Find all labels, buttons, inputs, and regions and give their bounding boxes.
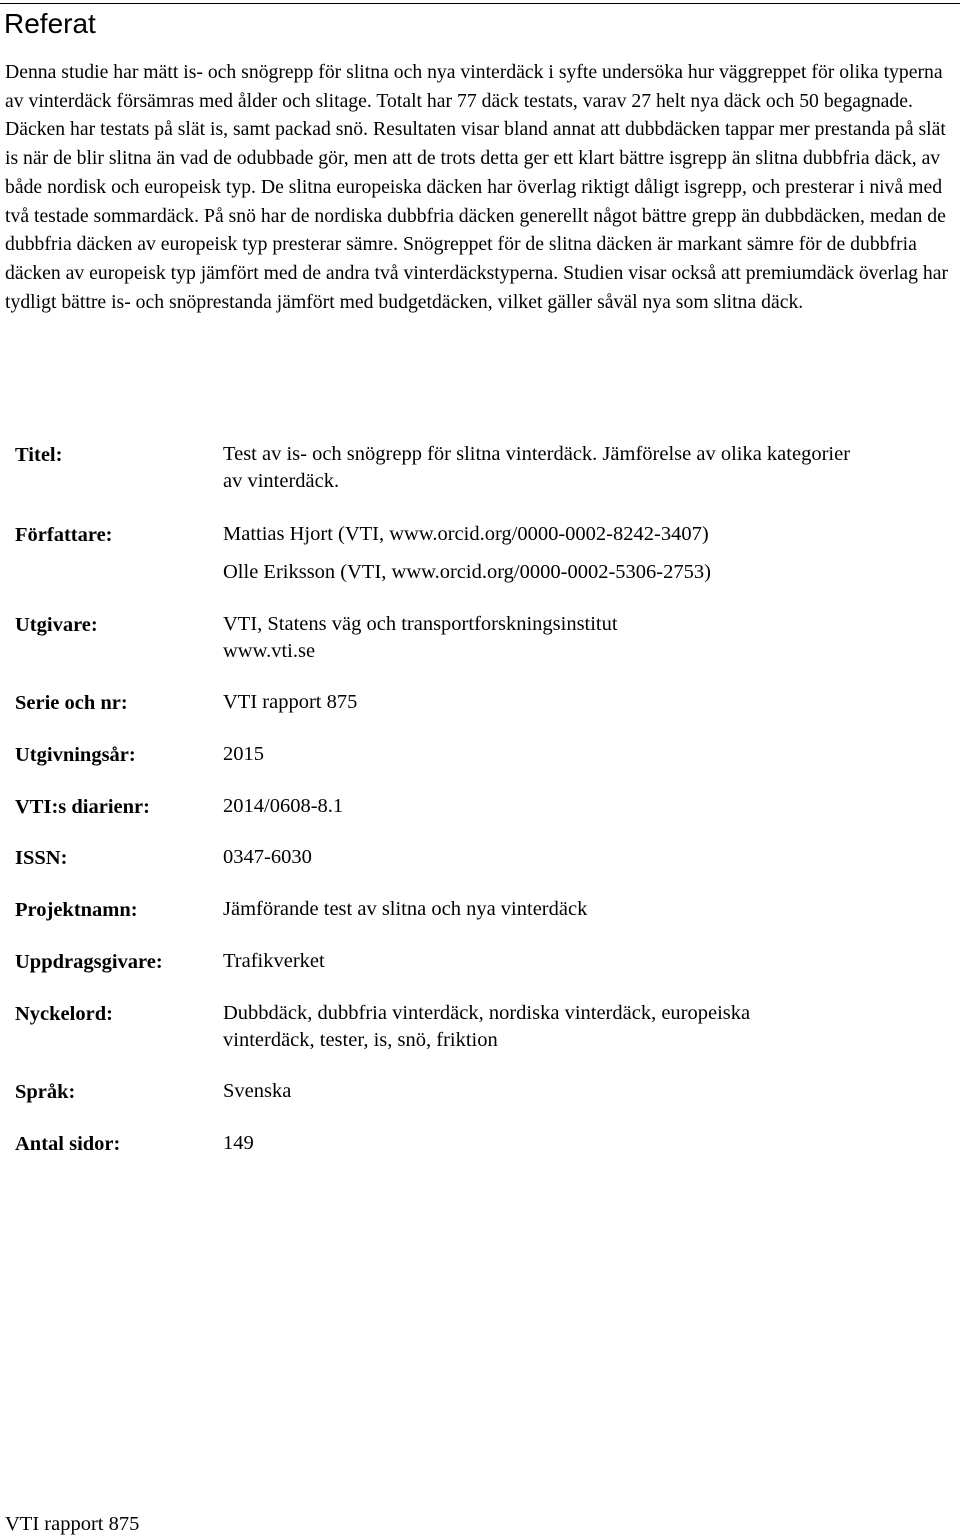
author-2: Olle Eriksson (VTI, www.orcid.org/0000-0002-5306-2753) xyxy=(223,561,711,583)
project-value: Jämförande test av slitna och nya vinterdäck xyxy=(223,898,588,920)
issn-label: ISSN: xyxy=(15,847,68,869)
series-value: VTI rapport 875 xyxy=(223,691,358,713)
page-footer: VTI rapport 875 xyxy=(5,1513,140,1535)
author-1: Mattias Hjort (VTI, www.orcid.org/0000-0002-8242-3407) xyxy=(223,523,709,545)
client-label: Uppdragsgivare: xyxy=(15,951,163,973)
abstract-text: Denna studie har mätt is- och snögrepp för slitna och nya vinterdäck i syfte undersöka hur väggreppet för olika typerna av vinterdäck försämras med ålder och slitage. Totalt har 77 däck testats, varav 27 helt nya däck och 50 begagnade. Däcken har testats på slät is, samt packad snö. Resultaten visar bland annat att dubbdäcken tappar mer prestanda på slät is när de blir slitna än vad de odubbade gör, men att de trots detta ger ett klart bättre isgrepp än slitna dubbfria däck, av både nordisk och europeisk typ. De slitna europeiska däcken har överlag riktigt dåligt isgrepp, och presterar i nivå med två testade sommardäck. På snö har de nordiska dubbfria däcken generellt något bättre grepp än dubbdäcken, medan de dubbfria däcken av europeisk typ presterar sämre. Snögreppet för de slitna däcken är markant sämre för de dubbfria däcken av europeisk typ jämfört med de andra två vinterdäckstyperna. Studien visar också att premiumdäck överlag har tydligt bättre is- och snöprestanda jämfört med budgetdäcken, vilket gäller såväl nya som slitna däck. xyxy=(5,61,949,313)
title-label: Titel: xyxy=(15,444,63,466)
year-value: 2015 xyxy=(223,743,264,765)
publisher-website: www.vti.se xyxy=(223,640,316,662)
page-count-value: 149 xyxy=(223,1132,254,1154)
publisher-value xyxy=(223,611,923,665)
series-label: Serie och nr: xyxy=(15,692,128,714)
diary-number-label: VTI:s diarienr: xyxy=(15,796,150,818)
language-value: Svenska xyxy=(223,1080,292,1102)
page-title: Referat xyxy=(4,8,96,39)
publisher-name: VTI, Statens väg och transportforskningsinstitut xyxy=(223,613,618,635)
language-label: Språk: xyxy=(15,1081,76,1103)
issn-value: 0347-6030 xyxy=(223,846,312,868)
keywords-value: Dubbdäck, dubbfria vinterdäck, nordiska vinterdäck, europeiska vinterdäck, tester, is, snö, friktion xyxy=(223,1002,751,1051)
year-label: Utgivningsår: xyxy=(15,744,136,766)
publisher-label: Utgivare: xyxy=(15,614,98,636)
page-count-label: Antal sidor: xyxy=(15,1133,121,1155)
client-value: Trafikverket xyxy=(223,950,325,972)
project-label: Projektnamn: xyxy=(15,899,138,921)
title-value: Test av is- och snögrepp för slitna vinterdäck. Jämförelse av olika kategorier av vinterdäck. xyxy=(223,443,851,492)
top-rule xyxy=(0,3,960,4)
authors-label: Författare: xyxy=(15,524,113,546)
keywords-label: Nyckelord: xyxy=(15,1003,113,1025)
diary-number-value: 2014/0608-8.1 xyxy=(223,795,344,817)
